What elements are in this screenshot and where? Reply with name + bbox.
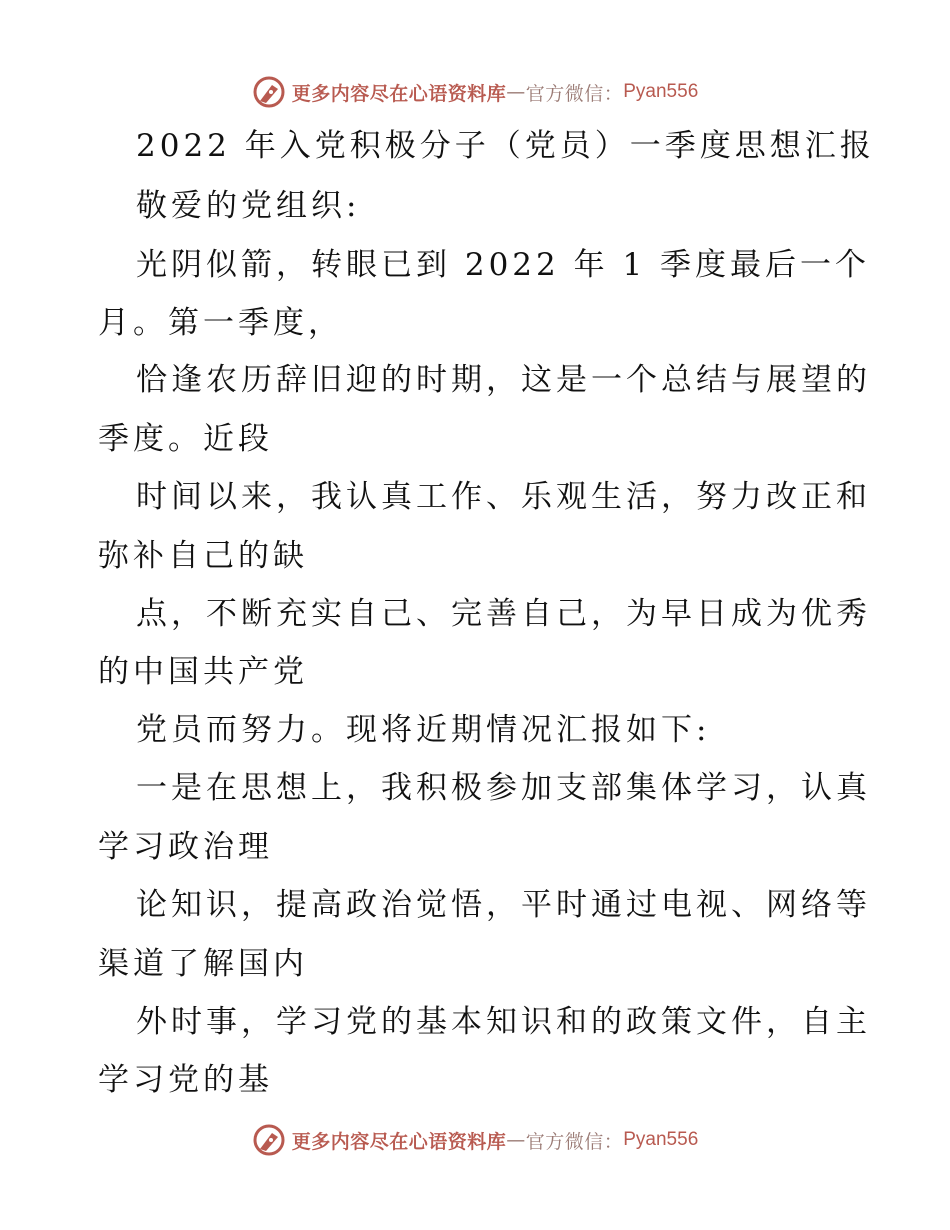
banner-dash: — xyxy=(506,1129,526,1151)
paragraph-line: 月。第一季度， xyxy=(98,305,343,341)
banner-contact-id: Pyan556 xyxy=(623,1129,699,1150)
paragraph-line: 恰逢农历辞旧迎的时期，这是一个总结与展望的 xyxy=(136,362,871,398)
paragraph-line: 外时事，学习党的基本知识和的政策文件，自主 xyxy=(136,1004,871,1040)
footer-banner xyxy=(0,1118,950,1162)
document-title: 2022 年入党积极分子（党员）一季度思想汇报 xyxy=(136,128,875,164)
paragraph-line: 季度。近段 xyxy=(98,421,273,457)
banner-dash: — xyxy=(506,81,526,103)
banner-brand-text: 更多内容尽在心语资料库 xyxy=(291,82,507,105)
paragraph-line: 点，不断充实自己、完善自己，为早日成为优秀 xyxy=(136,596,871,632)
banner-brand-text: 更多内容尽在心语资料库 xyxy=(291,1130,507,1153)
paragraph-line: 弥补自己的缺 xyxy=(98,538,308,574)
banner-contact-id: Pyan556 xyxy=(623,81,699,102)
paragraph-line: 学习党的基 xyxy=(98,1062,273,1098)
paragraph-line: 一是在思想上，我积极参加支部集体学习，认真 xyxy=(136,770,871,806)
paragraph-line: 光阴似箭，转眼已到 2022 年 1 季度最后一个 xyxy=(136,247,871,283)
paragraph-line: 论知识，提高政治觉悟，平时通过电视、网络等 xyxy=(136,887,871,923)
banner-contact-label: 官方微信： xyxy=(525,1130,624,1153)
paragraph-line: 时间以来，我认真工作、乐观生活，努力改正和 xyxy=(136,479,871,515)
document-salutation: 敬爱的党组织: xyxy=(136,188,361,224)
paragraph-line: 渠道了解国内 xyxy=(98,946,308,982)
paragraph-line: 学习政治理 xyxy=(98,829,273,865)
paragraph-line: 的中国共产党 xyxy=(98,654,308,690)
banner-contact-label: 官方微信： xyxy=(525,82,624,105)
pen-nib-logo-icon xyxy=(252,1123,286,1157)
paragraph-line: 党员而努力。现将近期情况汇报如下: xyxy=(136,712,711,748)
